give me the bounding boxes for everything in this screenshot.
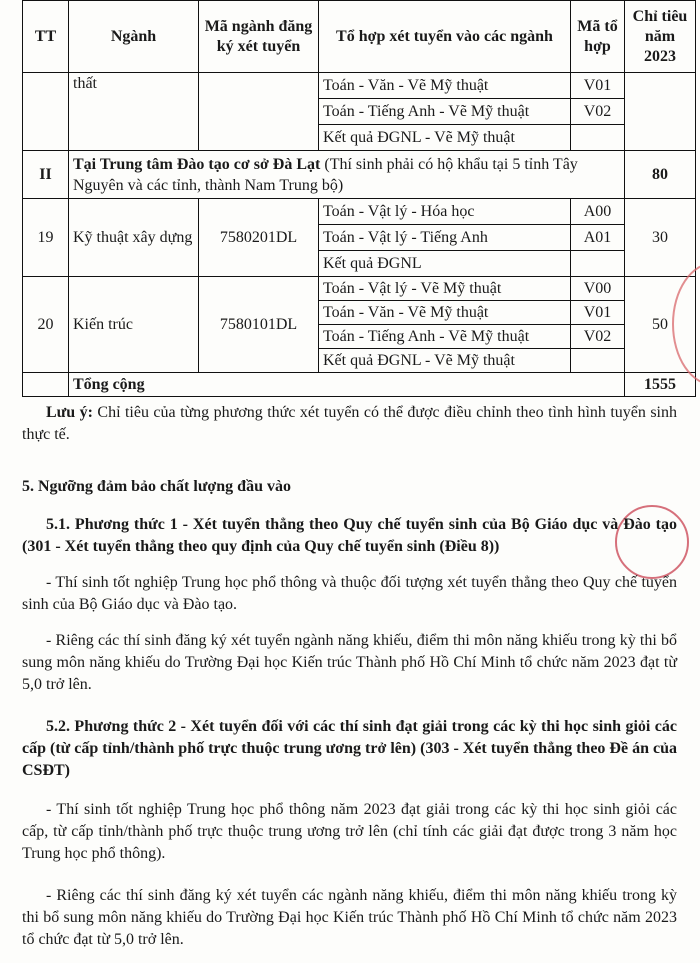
cell-code: 7580101DL [199, 277, 319, 373]
total-value: 1555 [625, 373, 696, 397]
section-5-1-paragraph-2: - Riêng các thí sinh đăng ký xét tuyển ngành năng khiếu, điểm thi môn năng khiếu trong kỳ thi bổ sung môn năng khiếu do Trường Đại học Kiến trúc Thành phố Hồ Chí Minh tổ chức năm 2023 đạt từ 5,0 trở lên. [22, 632, 677, 693]
cell-major: Kiến trúc [69, 277, 199, 373]
section-title-cell [69, 151, 625, 199]
section-title: Tại Trung tâm Đào tạo cơ sở Đà Lạt [73, 155, 321, 173]
section-5-1-heading: 5.1. Phương thức 1 - Xét tuyển thẳng theo Quy chế tuyển sinh của Bộ Giáo dục và Đào tạo (301 - Xét tuyển thẳng theo quy định của Quy chế tuyển sinh (Điều 8)) [22, 516, 677, 555]
table-row [23, 199, 696, 225]
cell-combo-code [571, 349, 625, 373]
cell-major: thất [69, 73, 199, 151]
section-num: II [23, 151, 69, 199]
cell-combo: Toán - Tiếng Anh - Vẽ Mỹ thuật [319, 325, 571, 349]
header-quota: Chỉ tiêu năm 2023 [625, 1, 696, 73]
note-text: Chỉ tiêu của từng phương thức xét tuyển có thể được điều chỉnh theo tình hình tuyển sinh thực tế. [22, 404, 678, 443]
total-row [23, 373, 696, 397]
cell-quota [625, 73, 696, 151]
section-5-heading: 5. Ngưỡng đảm bảo chất lượng đầu vào [22, 478, 291, 495]
total-label: Tổng cộng [69, 373, 625, 397]
cell-num: 20 [23, 277, 69, 373]
section-note: (Thí sinh phải có hộ khẩu tại 5 tỉnh Tây Nguyên và các tỉnh, thành Nam Trung bộ) [73, 155, 578, 194]
cell-num: 19 [23, 199, 69, 277]
cell-combo-code: V01 [571, 73, 625, 99]
header-major-code: Mã ngành đăng ký xét tuyển [199, 1, 319, 73]
cell-combo: Toán - Văn - Vẽ Mỹ thuật [319, 73, 571, 99]
header-combo: Tổ hợp xét tuyển vào các ngành [319, 1, 571, 73]
cell-combo: Toán - Tiếng Anh - Vẽ Mỹ thuật [319, 99, 571, 125]
section-5-1-paragraph-1: - Thí sinh tốt nghiệp Trung học phổ thông và thuộc đối tượng xét tuyển thẳng theo Quy chế tuyển sinh của Bộ Giáo dục và Đào tạo. [22, 574, 677, 613]
cell-combo: Toán - Vật lý - Hóa học [319, 199, 571, 225]
section-5-2-paragraph-2: - Riêng các thí sinh đăng ký xét tuyển các ngành năng khiếu, điểm thi môn năng khiếu trong kỳ thi bổ sung môn năng khiếu do Trường Đại học Kiến trúc Thành phố Hồ Chí Minh tổ chức năm 2023 tổ chức đạt từ 5,0 trở lên. [22, 887, 677, 948]
cell-num [23, 73, 69, 151]
cell-quota: 30 [625, 199, 696, 277]
cell-combo-code: V02 [571, 99, 625, 125]
cell-combo: Toán - Vật lý - Tiếng Anh [319, 225, 571, 251]
cell-combo-code: V00 [571, 277, 625, 301]
cell-combo: Kết quả ĐGNL - Vẽ Mỹ thuật [319, 125, 571, 151]
table-header-row [23, 1, 696, 73]
cell-combo-code [571, 251, 625, 277]
cell-code: 7580201DL [199, 199, 319, 277]
section-5-2-heading: 5.2. Phương thức 2 - Xét tuyển đối với các thí sinh đạt giải trong các kỳ thi học sinh giỏi các cấp (từ cấp tỉnh/thành phố trực thuộc trung ương trở lên) (303 - Xét tuyển thẳng theo Đề án của CSĐT) [22, 718, 677, 779]
note-paragraph [22, 402, 677, 446]
cell-combo-code: V02 [571, 325, 625, 349]
cell-combo: Toán - Vật lý - Vẽ Mỹ thuật [319, 277, 571, 301]
section-5-2-paragraph-1: - Thí sinh tốt nghiệp Trung học phổ thông năm 2023 đạt giải trong các kỳ thi học sinh giỏi các cấp, từ cấp tỉnh/thành phố trực thuộc trung ương trở lên (chỉ tính các giải đạt được trong 3 năm học Trung học phổ thông). [22, 801, 677, 862]
admission-table [22, 0, 696, 397]
cell-combo: Kết quả ĐGNL - Vẽ Mỹ thuật [319, 349, 571, 373]
cell-combo: Kết quả ĐGNL [319, 251, 571, 277]
table-row [23, 277, 696, 301]
header-combo-code: Mã tổ hợp [571, 1, 625, 73]
cell-combo-code [571, 125, 625, 151]
cell-num [23, 373, 69, 397]
cell-major: Kỹ thuật xây dựng [69, 199, 199, 277]
header-tt: TT [23, 1, 69, 73]
section-quota: 80 [625, 151, 696, 199]
section-row [23, 151, 696, 199]
table-row [23, 73, 696, 99]
cell-combo-code: A00 [571, 199, 625, 225]
note-label: Lưu ý: [46, 404, 93, 421]
cell-combo: Toán - Văn - Vẽ Mỹ thuật [319, 301, 571, 325]
cell-code [199, 73, 319, 151]
cell-combo-code: V01 [571, 301, 625, 325]
cell-quota: 50 [625, 277, 696, 373]
header-major: Ngành [69, 1, 199, 73]
cell-combo-code: A01 [571, 225, 625, 251]
